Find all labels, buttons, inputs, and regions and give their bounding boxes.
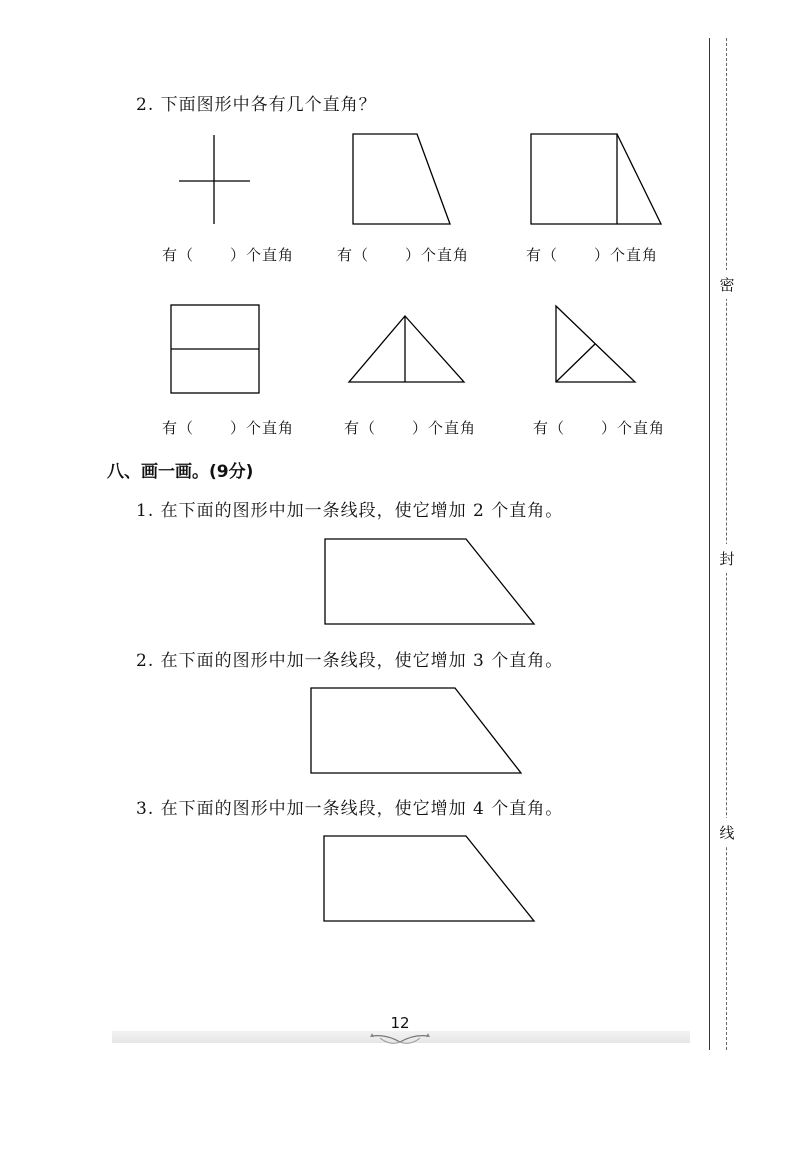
answer-blank-6[interactable]: 有（ ）个直角 — [533, 419, 666, 437]
seal-mark-feng: 封 — [716, 544, 738, 573]
seal-mark-xian: 线 — [716, 818, 738, 847]
answer-blank-5[interactable]: 有（ ）个直角 — [344, 419, 477, 437]
drawing-trapezoid-1[interactable] — [320, 535, 540, 630]
answer-blank-1[interactable]: 有（ ）个直角 — [162, 246, 295, 264]
question-2-title: 2. 下面图形中各有几个直角？ — [136, 95, 377, 115]
figure-square-with-triangle — [525, 128, 665, 228]
section-8-title: 八、画一画。(9分) — [107, 462, 254, 482]
figure-right-trapezoid — [345, 128, 455, 228]
drawing-trapezoid-3[interactable] — [320, 832, 540, 927]
figure-divided-rectangle — [165, 300, 265, 400]
drawing-trapezoid-2[interactable] — [307, 684, 527, 779]
figure-isosceles-triangle — [345, 312, 470, 387]
seal-mark-mi: 密 — [716, 270, 738, 299]
figure-cross — [170, 130, 260, 230]
page-number: 12 — [390, 1014, 410, 1032]
binding-line-solid — [709, 38, 710, 1050]
answer-blank-4[interactable]: 有（ ）个直角 — [162, 419, 295, 437]
answer-blank-3[interactable]: 有（ ）个直角 — [526, 246, 659, 264]
draw-task-2: 2. 在下面的图形中加一条线段，使它增加 3 个直角。 — [136, 651, 564, 671]
figure-right-triangle-split — [550, 302, 640, 387]
footer-ornament-icon — [368, 1030, 432, 1048]
answer-blank-2[interactable]: 有（ ）个直角 — [337, 246, 470, 264]
draw-task-1: 1. 在下面的图形中加一条线段，使它增加 2 个直角。 — [136, 501, 564, 521]
draw-task-3: 3. 在下面的图形中加一条线段，使它增加 4 个直角。 — [136, 799, 564, 819]
